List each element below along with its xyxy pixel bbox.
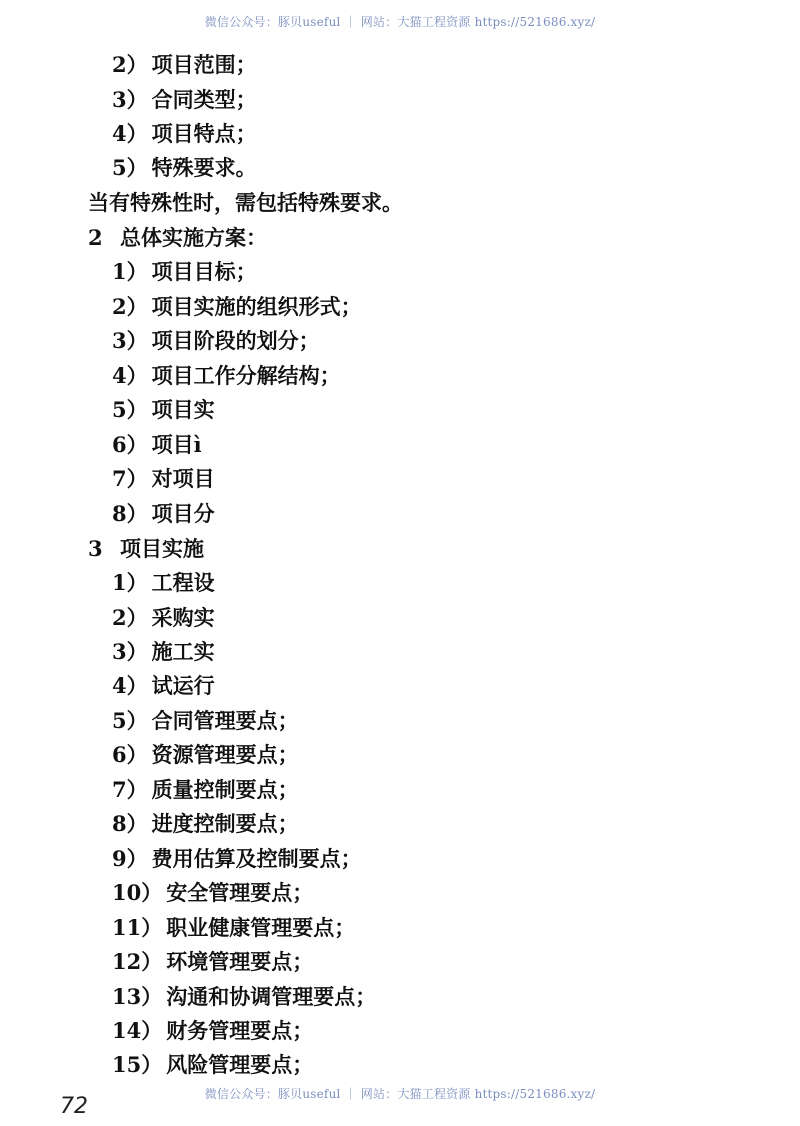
list-item	[112, 432, 202, 458]
list-item	[112, 811, 299, 837]
item-number: 15）	[112, 1052, 163, 1077]
list-item	[112, 363, 341, 389]
list-item	[112, 777, 299, 803]
item-number: 8）	[112, 811, 148, 836]
item-text: 施工实	[151, 639, 215, 664]
list-item	[112, 52, 257, 78]
item-text: 特殊要求。	[151, 155, 257, 180]
item-number: 1）	[112, 570, 148, 595]
item-text: 试运行	[151, 673, 215, 698]
list-item	[112, 501, 215, 527]
item-number: 3）	[112, 639, 148, 664]
item-number: 4）	[112, 673, 148, 698]
list-item	[112, 397, 215, 423]
item-text: 沟通和协调管理要点；	[166, 984, 377, 1009]
item-text: 财务管理要点；	[166, 1018, 314, 1043]
section-heading	[88, 225, 267, 251]
item-text: 合同类型；	[151, 87, 257, 112]
item-text: 项目实施的组织形式；	[151, 294, 362, 319]
item-text: 项目实	[151, 397, 215, 422]
list-item	[112, 949, 313, 975]
item-number: 6）	[112, 742, 148, 767]
section-number: 2	[88, 225, 103, 250]
item-text: 费用估算及控制要点；	[151, 846, 362, 871]
section-heading	[88, 536, 204, 562]
item-number: 12）	[112, 949, 163, 974]
item-number: 7）	[112, 466, 148, 491]
item-number: 14）	[112, 1018, 163, 1043]
list-item	[112, 605, 215, 631]
list-item	[112, 466, 215, 492]
list-item	[112, 155, 257, 181]
list-item	[112, 570, 215, 596]
note-paragraph: 当有特殊性时，需包括特殊要求。	[88, 190, 403, 215]
item-text: 项目特点；	[151, 121, 257, 146]
item-number: 6）	[112, 432, 148, 457]
section-title: 总体实施方案：	[120, 225, 267, 250]
list-item	[112, 915, 355, 941]
list-item	[112, 742, 299, 768]
section-number: 3	[88, 536, 103, 561]
item-number: 10）	[112, 880, 163, 905]
item-text: 项目阶段的划分；	[151, 328, 320, 353]
item-number: 8）	[112, 501, 148, 526]
item-number: 2）	[112, 294, 148, 319]
item-number: 13）	[112, 984, 163, 1009]
item-text: 职业健康管理要点；	[166, 915, 356, 940]
item-number: 2）	[112, 52, 148, 77]
list-item	[112, 1018, 313, 1044]
list-item	[112, 259, 257, 285]
item-number: 2）	[112, 605, 148, 630]
item-text: 工程设	[151, 570, 215, 595]
item-text: 项目分	[151, 501, 215, 526]
page-number: 72	[60, 1094, 88, 1119]
item-number: 11）	[112, 915, 163, 940]
list-item	[112, 673, 215, 699]
item-text: 项目工作分解结构；	[151, 363, 341, 388]
item-text: 采购实	[151, 605, 215, 630]
list-item	[112, 87, 257, 113]
item-number: 4）	[112, 363, 148, 388]
item-number: 5）	[112, 155, 148, 180]
item-text: 安全管理要点；	[166, 880, 314, 905]
item-number: 9）	[112, 846, 148, 871]
list-item	[112, 846, 362, 872]
item-number: 3）	[112, 328, 148, 353]
list-item	[112, 880, 313, 906]
item-text: 项目范围；	[151, 52, 257, 77]
item-text: 项目目标；	[151, 259, 257, 284]
item-number: 3）	[112, 87, 148, 112]
item-text: 对项目	[151, 466, 215, 491]
list-item	[112, 294, 362, 320]
item-number: 4）	[112, 121, 148, 146]
item-text: 质量控制要点；	[151, 777, 299, 802]
list-item	[112, 1052, 313, 1078]
item-number: 5）	[112, 708, 148, 733]
item-text: 进度控制要点；	[151, 811, 299, 836]
list-item	[112, 984, 376, 1010]
item-text: 资源管理要点；	[151, 742, 299, 767]
item-number: 7）	[112, 777, 148, 802]
item-text: 项目ì	[151, 432, 202, 457]
list-item	[112, 639, 215, 665]
section-title: 项目实施	[120, 536, 204, 561]
item-text: 合同管理要点；	[151, 708, 299, 733]
item-text: 环境管理要点；	[166, 949, 314, 974]
item-number: 1）	[112, 259, 148, 284]
item-number: 5）	[112, 397, 148, 422]
watermark-top: 微信公众号：豚贝useful ｜ 网站：大猫工程资源 https://521686.xyz/	[204, 15, 596, 29]
watermark-bottom: 微信公众号：豚贝useful ｜ 网站：大猫工程资源 https://521686.xyz/	[204, 1087, 596, 1101]
list-item	[112, 328, 320, 354]
list-item	[112, 121, 257, 147]
item-text: 风险管理要点；	[166, 1052, 314, 1077]
list-item	[112, 708, 299, 734]
